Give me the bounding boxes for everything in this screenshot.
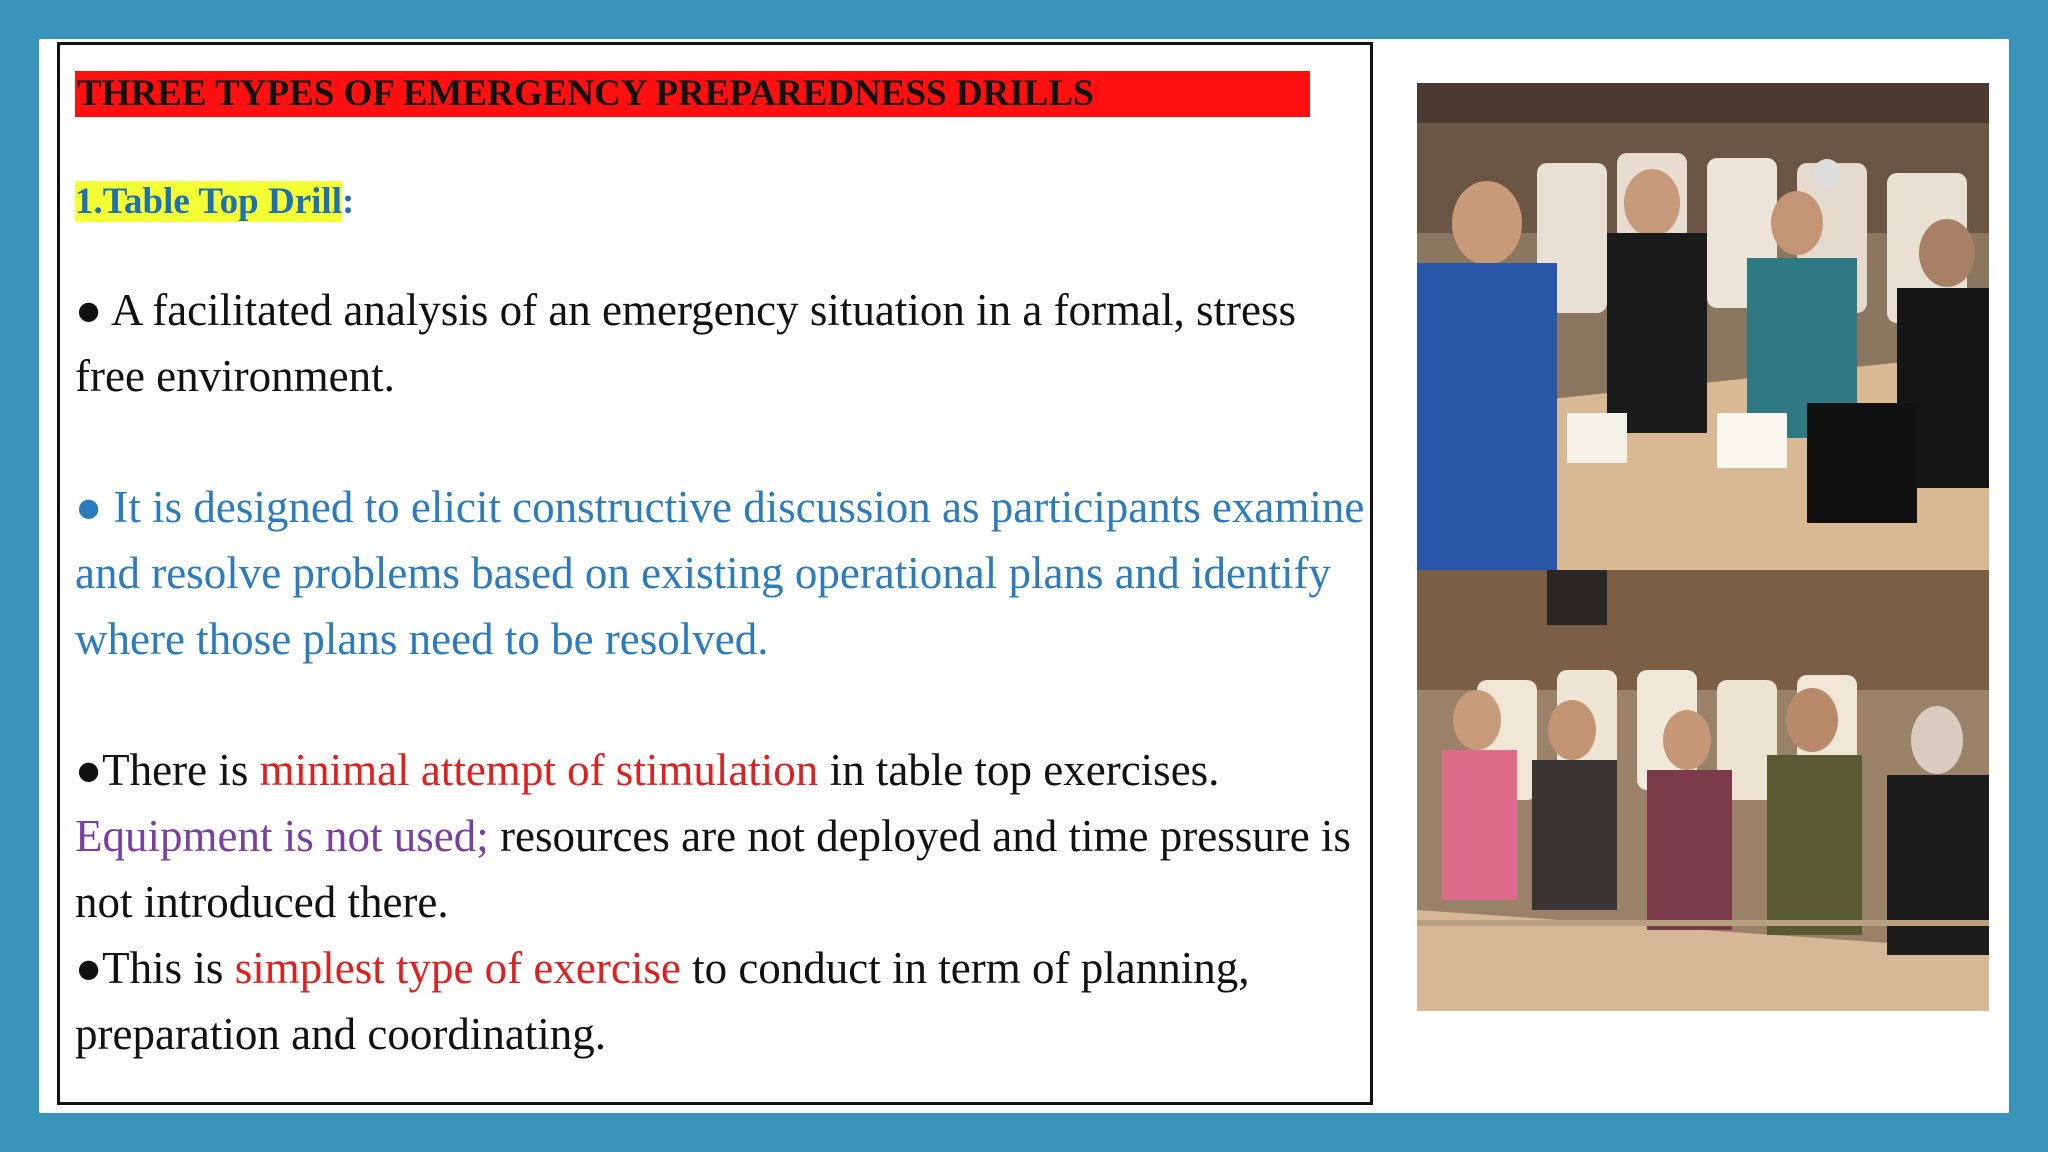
bullet-4-part-1: ●This is: [75, 943, 235, 993]
section-heading-colon: :: [342, 181, 355, 222]
photo-collage: [1417, 83, 1989, 1011]
section-heading-text: 1.Table Top Drill: [75, 181, 342, 222]
bullet-3-part-1: ●There is: [75, 745, 260, 795]
bullet-3-emphasis-purple: Equipment is not used;: [75, 811, 489, 861]
bullet-3-part-3: resources are not deployed and time pressure is not introduced there.: [75, 811, 1351, 927]
bullet-point-3: [75, 737, 1375, 935]
meeting-photo-bottom-image: [1417, 570, 1989, 1011]
slide-title: THREE TYPES OF EMERGENCY PREPAREDNESS DRILLS: [75, 71, 1310, 117]
bullet-4-emphasis-red: simplest type of exercise: [234, 943, 681, 993]
bullet-3-part-2: in table top exercises.: [818, 745, 1220, 795]
bullet-point-4: [75, 935, 1375, 1067]
bullet-point-2: ● It is designed to elicit constructive discussion as participants examine and resolve problems based on existing operational plans and identify where those plans need to be resolved.: [75, 482, 1365, 664]
bullet-4-part-2: to conduct in term of planning, preparation and coordinating.: [75, 943, 1250, 1059]
meeting-photo-bottom: [1417, 570, 1989, 1011]
meeting-photo-top-image: [1417, 83, 1989, 570]
text-box: [57, 42, 1373, 1105]
meeting-photo-top: [1417, 83, 1989, 570]
bullet-point-1: ● A facilitated analysis of an emergency situation in a formal, stress free environment.: [75, 285, 1297, 401]
bullet-3-emphasis-red: minimal attempt of stimulation: [259, 745, 819, 795]
section-heading: [75, 179, 354, 225]
slide: [39, 39, 2009, 1113]
